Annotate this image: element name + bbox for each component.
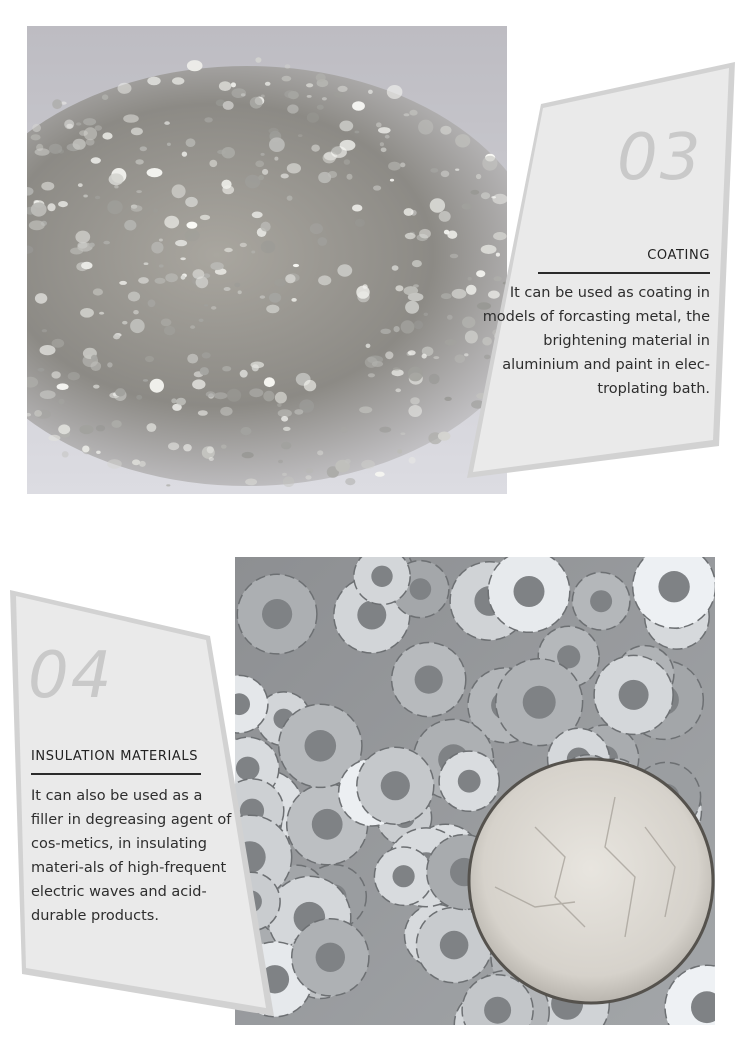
heading-underline (538, 272, 710, 274)
insulation-panel (8, 588, 280, 1020)
coating-panel (463, 60, 739, 480)
mica-flakes-photo (27, 26, 507, 494)
section-description: It can also be used as a filler in degreasing agent of cos-metics, in insulating materi-als of high-frequent electric waves and acid-durable products. (31, 788, 232, 924)
section-heading: INSULATION MATERIALS (31, 749, 199, 764)
section-heading: COATING (647, 248, 710, 263)
section-number: 04 (28, 639, 114, 713)
mica-washers-photo (235, 557, 715, 1025)
section-description: It can be used as coating in models of forcasting metal, the brightening material in aluminium and paint in elec-troplating bath. (482, 285, 710, 397)
heading-underline (31, 773, 201, 775)
section-number: 03 (617, 121, 703, 195)
